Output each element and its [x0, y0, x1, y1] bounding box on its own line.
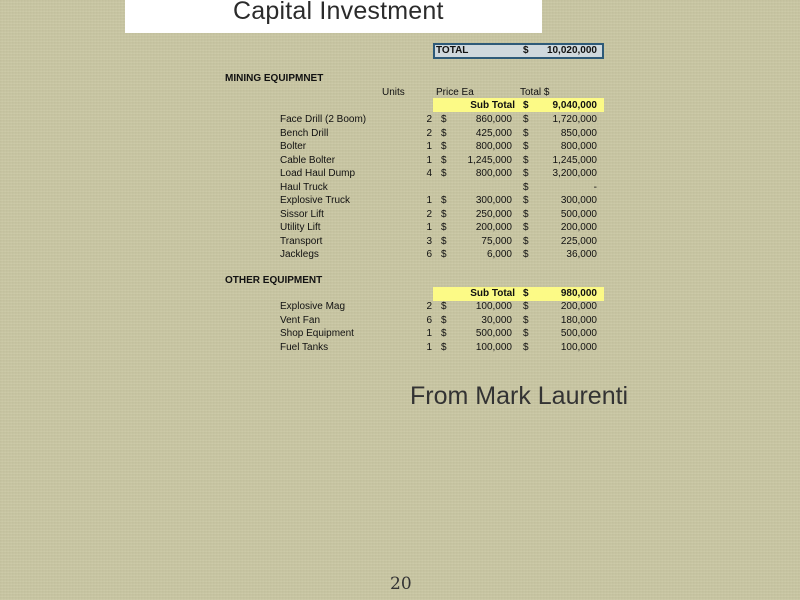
item-price-dollar: $ — [441, 301, 447, 312]
grand-total-value: 10,020,000 — [546, 45, 597, 56]
item-total-dollar: $ — [523, 249, 529, 260]
item-total: 36,000 — [566, 249, 597, 260]
item-price-dollar: $ — [441, 168, 447, 179]
item-price-dollar: $ — [441, 195, 447, 206]
item-total-dollar: $ — [523, 181, 529, 193]
item-total: 200,000 — [560, 222, 597, 233]
item-price: 500,000 — [475, 328, 512, 339]
item-total: - — [593, 181, 597, 193]
item-units: 1 — [426, 141, 432, 152]
mining-heading: MINING EQUIPMNET — [225, 73, 324, 84]
item-price-dollar: $ — [441, 208, 447, 220]
item-total-dollar: $ — [523, 127, 529, 139]
item-total: 800,000 — [560, 141, 597, 152]
slide-title: Capital Investment — [233, 0, 444, 25]
item-price-dollar: $ — [441, 154, 447, 166]
item-total: 180,000 — [560, 314, 597, 326]
item-total-dollar: $ — [523, 222, 529, 233]
item-name: Jacklegs — [280, 249, 319, 260]
column-header-price: Price Ea — [436, 87, 474, 98]
item-price: 75,000 — [481, 235, 512, 247]
item-price-dollar: $ — [441, 341, 447, 353]
column-header-total: Total $ — [520, 87, 550, 98]
item-price-dollar: $ — [441, 249, 447, 260]
mining-subtotal-label: Sub Total — [470, 100, 515, 111]
item-units: 1 — [426, 341, 432, 353]
item-price: 6,000 — [486, 249, 512, 260]
item-price: 100,000 — [475, 341, 512, 353]
attribution-text: From Mark Laurenti — [410, 382, 629, 410]
item-total: 200,000 — [560, 301, 597, 312]
item-units: 6 — [426, 314, 432, 326]
item-price-dollar: $ — [441, 235, 447, 247]
item-total-dollar: $ — [523, 235, 529, 247]
item-price: 860,000 — [475, 114, 512, 125]
item-units: 2 — [426, 127, 432, 139]
mining-subtotal-value: 9,040,000 — [552, 100, 597, 111]
item-price-dollar: $ — [441, 328, 447, 339]
item-total: 3,200,000 — [552, 168, 597, 179]
item-total: 500,000 — [560, 208, 597, 220]
item-price-dollar: $ — [441, 222, 447, 233]
item-total-dollar: $ — [523, 114, 529, 125]
item-total-dollar: $ — [523, 141, 529, 152]
item-total: 1,720,000 — [552, 114, 597, 125]
item-total-dollar: $ — [523, 154, 529, 166]
item-units: 1 — [426, 222, 432, 233]
item-name: Transport — [280, 235, 323, 247]
item-name: Bolter — [280, 141, 307, 152]
item-units: 1 — [426, 195, 432, 206]
item-name: Load Haul Dump — [280, 168, 356, 179]
item-total: 100,000 — [560, 341, 597, 353]
item-name: Sissor Lift — [280, 208, 324, 220]
item-units: 1 — [426, 328, 432, 339]
item-name: Explosive Mag — [280, 301, 346, 312]
item-units: 6 — [426, 249, 432, 260]
item-units: 2 — [426, 114, 432, 125]
item-total: 300,000 — [560, 195, 597, 206]
item-name: Utility Lift — [280, 222, 321, 233]
item-total-dollar: $ — [523, 195, 529, 206]
item-price: 250,000 — [475, 208, 512, 220]
item-total-dollar: $ — [523, 314, 529, 326]
item-price: 1,245,000 — [467, 154, 512, 166]
item-total-dollar: $ — [523, 208, 529, 220]
item-price-dollar: $ — [441, 127, 447, 139]
item-units: 3 — [426, 235, 432, 247]
item-units: 1 — [426, 154, 432, 166]
item-price-dollar: $ — [441, 114, 447, 125]
item-units: 4 — [426, 168, 432, 179]
grand-total-dollar: $ — [523, 45, 529, 56]
item-price: 300,000 — [475, 195, 512, 206]
item-total-dollar: $ — [523, 168, 529, 179]
other-subtotal-dollar: $ — [523, 288, 529, 299]
item-price: 425,000 — [475, 127, 512, 139]
item-total: 1,245,000 — [552, 154, 597, 166]
item-units: 2 — [426, 301, 432, 312]
item-total: 850,000 — [560, 127, 597, 139]
item-name: Fuel Tanks — [280, 341, 329, 353]
item-name: Face Drill (2 Boom) — [280, 114, 367, 125]
item-name: Shop Equipment — [280, 328, 354, 339]
grand-total-label: TOTAL — [436, 45, 469, 56]
other-subtotal-label: Sub Total — [470, 288, 515, 299]
item-name: Cable Bolter — [280, 154, 336, 166]
item-price: 200,000 — [475, 222, 512, 233]
item-price-dollar: $ — [441, 314, 447, 326]
item-total-dollar: $ — [523, 328, 529, 339]
item-name: Bench Drill — [280, 127, 329, 139]
item-price: 30,000 — [481, 314, 512, 326]
item-name: Explosive Truck — [280, 195, 351, 206]
item-price: 800,000 — [475, 168, 512, 179]
other-subtotal-value: 980,000 — [560, 288, 597, 299]
item-price-dollar: $ — [441, 141, 447, 152]
item-price: 100,000 — [475, 301, 512, 312]
item-total-dollar: $ — [523, 301, 529, 312]
mining-subtotal-dollar: $ — [523, 100, 529, 111]
item-price: 800,000 — [475, 141, 512, 152]
page-number: 20 — [390, 574, 412, 594]
other-heading: OTHER EQUIPMENT — [225, 275, 323, 286]
item-total-dollar: $ — [523, 341, 529, 353]
item-total: 500,000 — [560, 328, 597, 339]
item-name: Haul Truck — [280, 181, 328, 193]
item-total: 225,000 — [560, 235, 597, 247]
item-units: 2 — [426, 208, 432, 220]
item-name: Vent Fan — [280, 314, 321, 326]
column-header-units: Units — [382, 87, 405, 98]
